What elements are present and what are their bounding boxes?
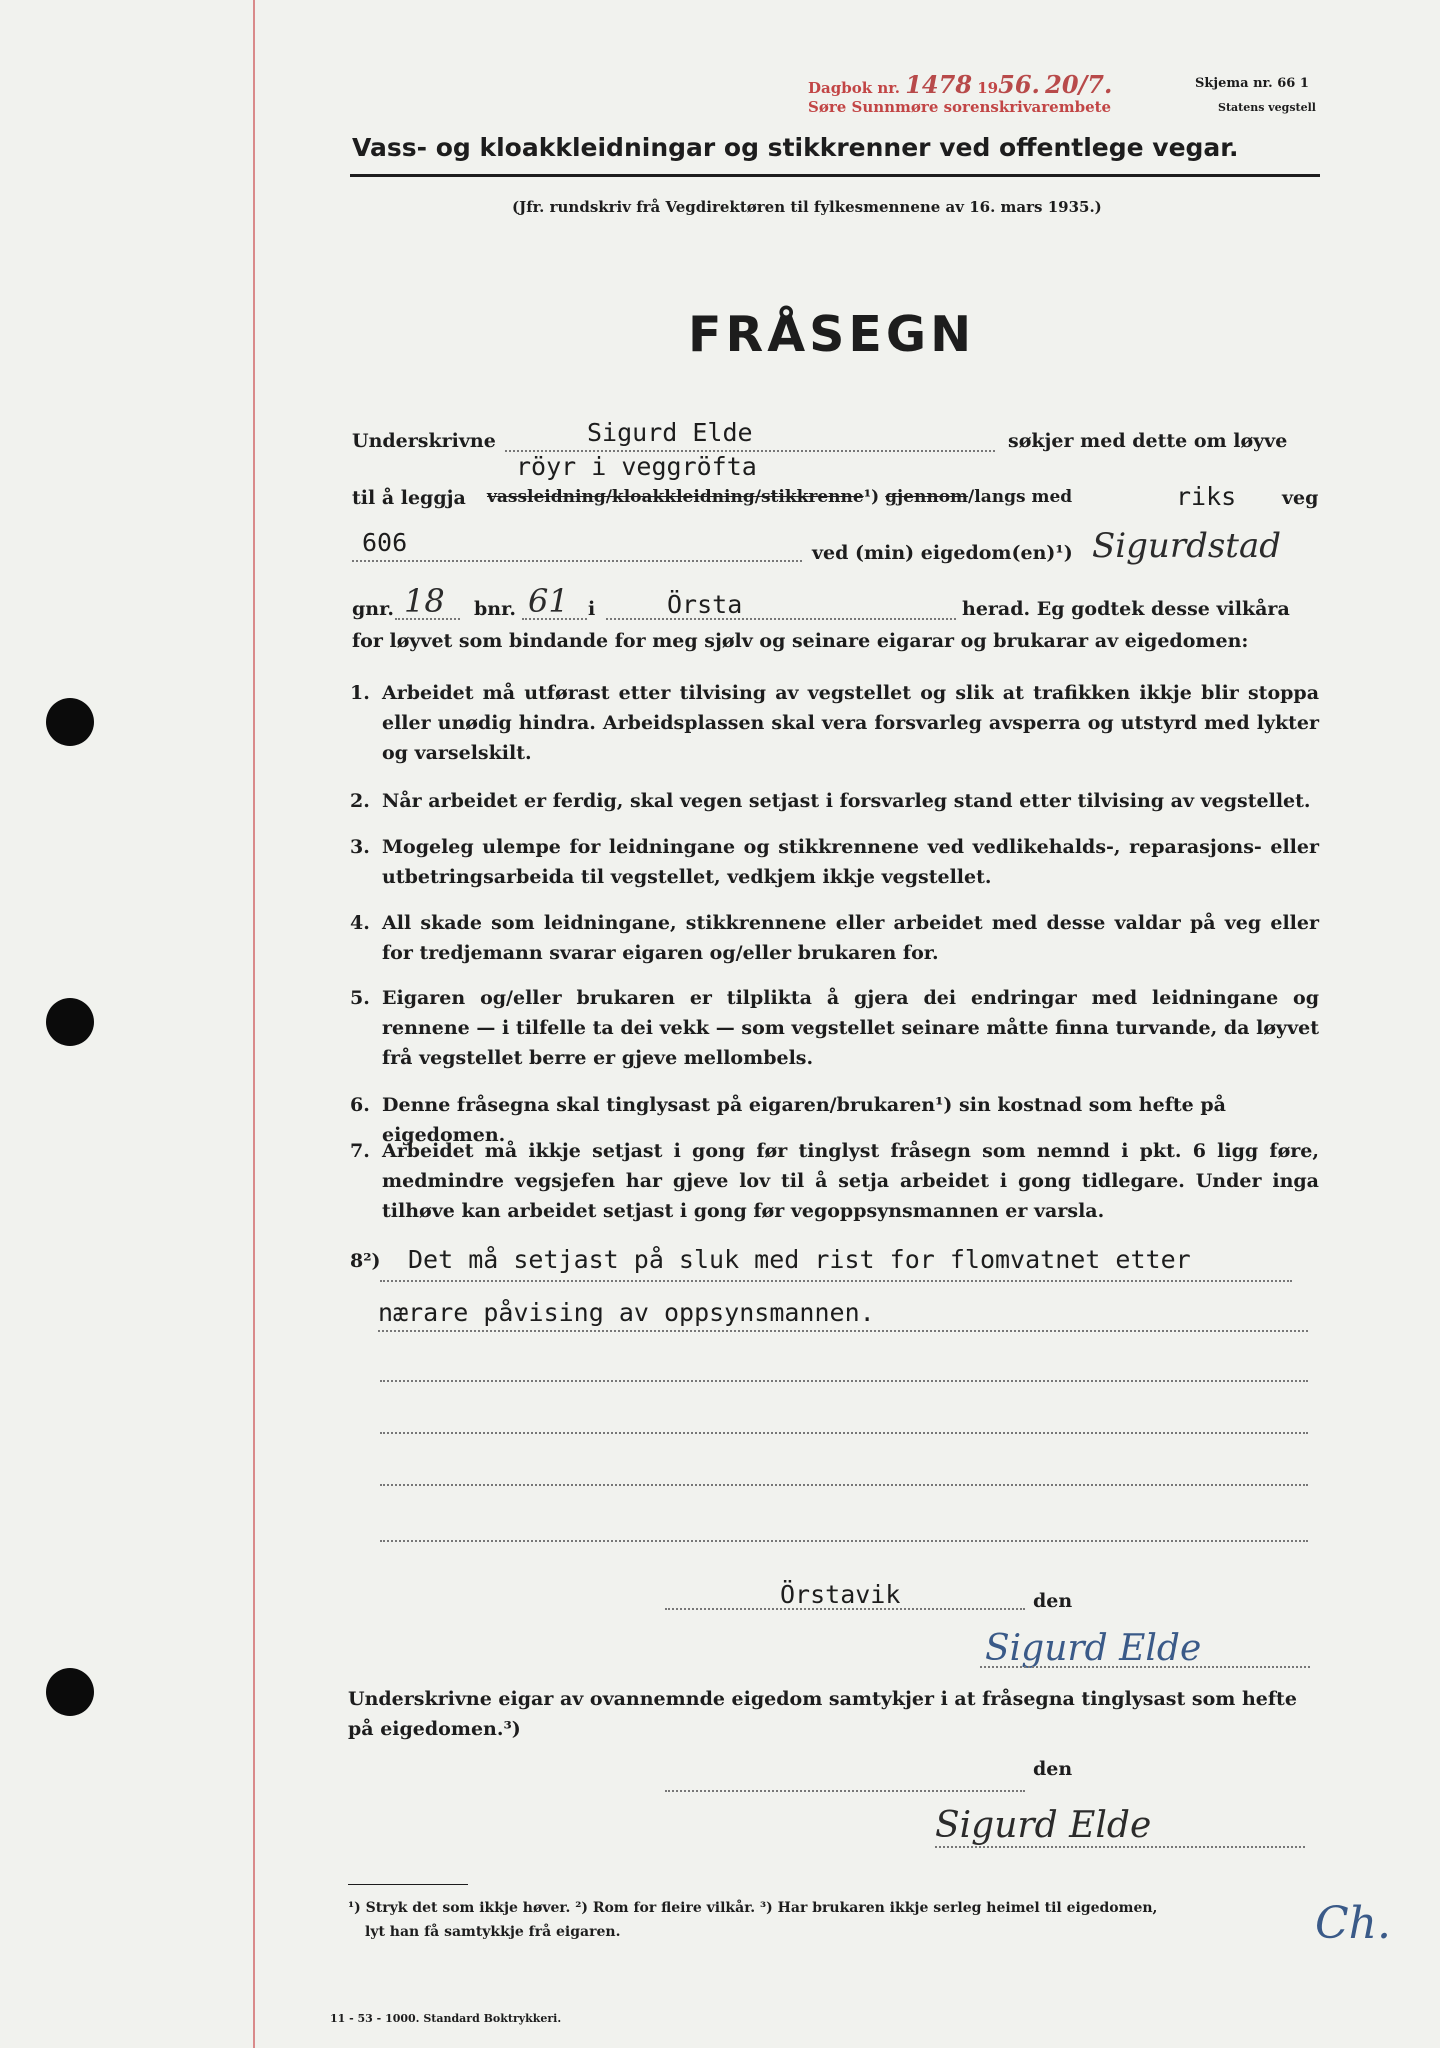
- dagbok-stamp: [808, 70, 1112, 99]
- condition-number: 6.: [350, 1094, 370, 1116]
- road-type: riks: [1176, 482, 1237, 511]
- punch-hole-bottom: [46, 1668, 94, 1716]
- extra-dotline-1: [380, 1280, 1292, 1282]
- extra-dotline-5: [380, 1484, 1308, 1486]
- extra-dotline-2: [378, 1330, 1308, 1332]
- condition-text: Arbeidet må utførast etter tilvising av vegstellet og slik at trafikken ikkje blir stoppa eller unødig hindra. Arbeidsplassen skal vera forsvarleg avsperra og utstyrd med lykter og varselskilt.: [382, 682, 1319, 764]
- intro-line2: for løyvet som bindande for meg sjølv og seinare eigarar og brukarar av eigedomen:: [352, 630, 1249, 652]
- consent-line1: Underskrivne eigar av ovannemnde eigedom samtykjer i at fråsegna tinglysast som hefte: [348, 1688, 1297, 1710]
- extra-dotline-6: [380, 1540, 1308, 1542]
- office-stamp: Søre Sunnmøre sorenskrivarembete: [808, 98, 1112, 116]
- consent-signature-dotline: [935, 1846, 1305, 1848]
- footnote-rule: [348, 1884, 468, 1885]
- extra-condition-line1: Det må setjast på sluk med rist for flomvatnet etter: [408, 1245, 1191, 1274]
- condition-text: Eigaren og/eller brukaren er tilplikta å gjera dei endringar med leidningane og rennene — i tilfelle ta dei vekk — som vegstellet seinare måtte finna turvande, da løyvet frå vegstellet berre er gjeve mellombels.: [382, 987, 1319, 1069]
- consent-place-dotline: [665, 1790, 1025, 1792]
- condition-number: 1.: [350, 682, 370, 704]
- bnr-dotline: [522, 618, 587, 620]
- condition-text: Denne fråsegna skal tinglysast på eigaren/brukaren¹) sin kostnad som hefte på eigedomen.: [382, 1094, 1226, 1146]
- purpose-prefix: til å leggja: [352, 487, 466, 509]
- option-struck: gjennom: [885, 487, 969, 507]
- condition-number: 3.: [350, 836, 370, 858]
- applicant-name: Sigurd Elde: [587, 418, 753, 447]
- condition-text: Mogeleg ulempe for leidningane og stikkrennene ved vedlikehalds-, reparasjons- eller utbetringsarbeida til vegstellet, vedkjem ikkje vegstellet.: [382, 836, 1319, 888]
- sign-place: Örstavik: [780, 1580, 901, 1609]
- consent-den-label: den: [1033, 1758, 1073, 1780]
- punch-hole-top: [46, 698, 94, 746]
- stamp-date: 20/7.: [1045, 70, 1113, 99]
- herad-value: Örsta: [667, 590, 743, 619]
- condition-text: Arbeidet må ikkje setjast i gong før tinglyst fråsegn som nemnd i pkt. 6 ligg føre, medmindre vegsjefen har gjeve lov til å setja arbeidet i gong tidlegare. Under inga tilhøve kan arbeidet setjast i gong før vegoppsynsmannen er varsla.: [382, 1140, 1319, 1222]
- schema-number: Skjema nr. 66 1: [1195, 76, 1309, 91]
- condition-number: 5.: [350, 987, 370, 1009]
- gnr-suffix: herad. Eg godtek desse vilkåra: [962, 598, 1290, 620]
- purpose-struck-group: [487, 487, 1072, 507]
- condition-text: Når arbeidet er ferdig, skal vegen setjast i forsvarleg stand etter tilvising av vegstellet.: [382, 790, 1311, 812]
- footnote-line2: lyt han få samtykkje frå eigaren.: [365, 1924, 621, 1940]
- heading-rule: [350, 174, 1320, 177]
- bnr-label: bnr.: [474, 598, 516, 620]
- year-suffix: 56.: [998, 70, 1040, 99]
- property-name: Sigurdstad: [1092, 526, 1281, 566]
- property-label: ved (min) eigedom(en)¹): [812, 542, 1073, 564]
- den-label: den: [1033, 1590, 1073, 1612]
- document-title: FRÅSEGN: [688, 306, 976, 363]
- purpose-struck: vassleidning/kloakkleidning/stikkrenne: [487, 487, 864, 507]
- gnr-label: gnr.: [352, 598, 394, 620]
- condition-number: 4.: [350, 912, 370, 934]
- applicant-label: Underskrivne: [352, 430, 496, 452]
- gnr-value: 18: [404, 582, 445, 620]
- extra-condition-number: 8²): [350, 1250, 381, 1272]
- condition-text: All skade som leidningane, stikkrennene eller arbeidet med desse valdar på veg eller for tredjemann svarar eigaren og/eller brukaren for.: [382, 912, 1319, 964]
- purpose-sup: ¹): [863, 487, 880, 507]
- consent-line2: på eigedomen.³): [348, 1718, 521, 1740]
- footnote-line1: ¹) Stryk det som ikkje høver. ²) Rom for fleire vilkår. ³) Har brukaren ikkje serleg heimel til eigedomen,: [348, 1900, 1158, 1916]
- purpose-typed: röyr i veggröfta: [516, 452, 757, 481]
- year-prefix: 19: [977, 79, 999, 97]
- margin-line: [253, 0, 255, 2048]
- form-heading: Vass- og kloakkleidningar og stikkrenner ved offentlege vegar.: [352, 133, 1239, 162]
- road-word: veg: [1282, 487, 1319, 509]
- applicant-suffix: søkjer med dette om løyve: [1008, 430, 1288, 452]
- schema-issuer: Statens vegstell: [1218, 101, 1316, 114]
- bnr-value: 61: [528, 582, 569, 620]
- place-dotline: [665, 1608, 1025, 1610]
- reference-note: (Jfr. rundskriv frå Vegdirektøren til fylkesmennene av 16. mars 1935.): [512, 198, 1102, 216]
- condition-number: 7.: [350, 1140, 370, 1162]
- extra-dotline-3: [380, 1380, 1308, 1382]
- road-dotline: [352, 560, 802, 562]
- option-rest: /langs med: [968, 487, 1073, 507]
- dagbok-label: Dagbok nr.: [808, 79, 900, 97]
- signature-dotline: [980, 1666, 1310, 1668]
- extra-dotline-4: [380, 1432, 1308, 1434]
- condition-number: 2.: [350, 790, 370, 812]
- i-label: i: [588, 598, 596, 620]
- gnr-dotline: [395, 618, 460, 620]
- owner-signature: Sigurd Elde: [935, 1805, 1152, 1846]
- printer-mark: 11 - 53 - 1000. Standard Boktrykkeri.: [330, 2012, 562, 2025]
- initials: Ch.: [1315, 1898, 1391, 1949]
- herad-dotline: [606, 618, 956, 620]
- applicant-signature: Sigurd Elde: [985, 1628, 1202, 1669]
- punch-hole-middle: [46, 998, 94, 1046]
- dagbok-number: 1478: [905, 70, 973, 99]
- extra-condition-line2: nærare påvising av oppsynsmannen.: [378, 1298, 875, 1327]
- road-number: 606: [362, 528, 408, 557]
